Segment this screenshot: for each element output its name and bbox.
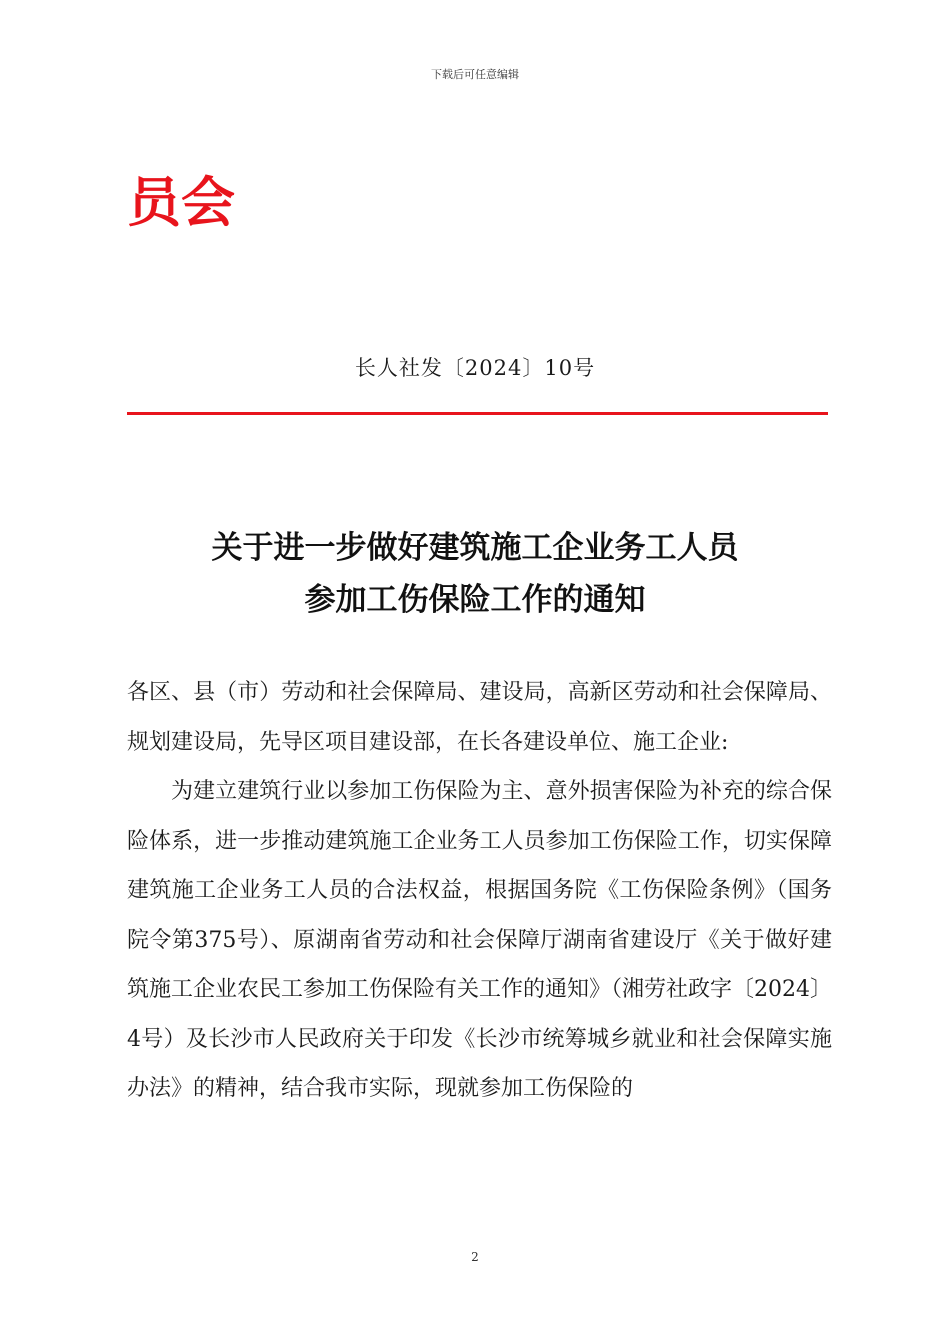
document-title-line-2: 参加工伤保险工作的通知 (304, 582, 646, 618)
letterhead-red-rule (127, 412, 828, 415)
document-number: 长人社发〔2024〕10号 (354, 356, 596, 380)
salutation: 各区、县（市）劳动和社会保障局、建设局，高新区劳动和社会保障局、规划建设局，先导区项目建设部，在长各建设单位、施工企业: (127, 680, 832, 755)
letterhead-org-name: 员会 (127, 171, 235, 234)
page-number: 2 (471, 1250, 479, 1264)
document-body (127, 668, 832, 1114)
document-title-line-1: 关于进一步做好建筑施工企业务工人员 (211, 530, 739, 566)
body-paragraph: 为建立建筑行业以参加工伤保险为主、意外损害保险为补充的综合保险体系，进一步推动建筑施工企业务工人员参加工伤保险工作，切实保障建筑施工企业务工人员的合法权益，根据国务院《工伤保险条例》（国务院令第375号）、原湖南省劳动和社会保障厅湖南省建设厅《关于做好建筑施工企业农民工参加工伤保险有关工作的通知》（湘劳社政字〔2024〕4号）及长沙市人民政府关于印发《长沙市统筹城乡就业和社会保障实施办法》的精神，结合我市实际，现就参加工伤保险的 (127, 779, 832, 1101)
document-title (0, 522, 950, 626)
header-note: 下载后可任意编辑 (431, 68, 519, 81)
